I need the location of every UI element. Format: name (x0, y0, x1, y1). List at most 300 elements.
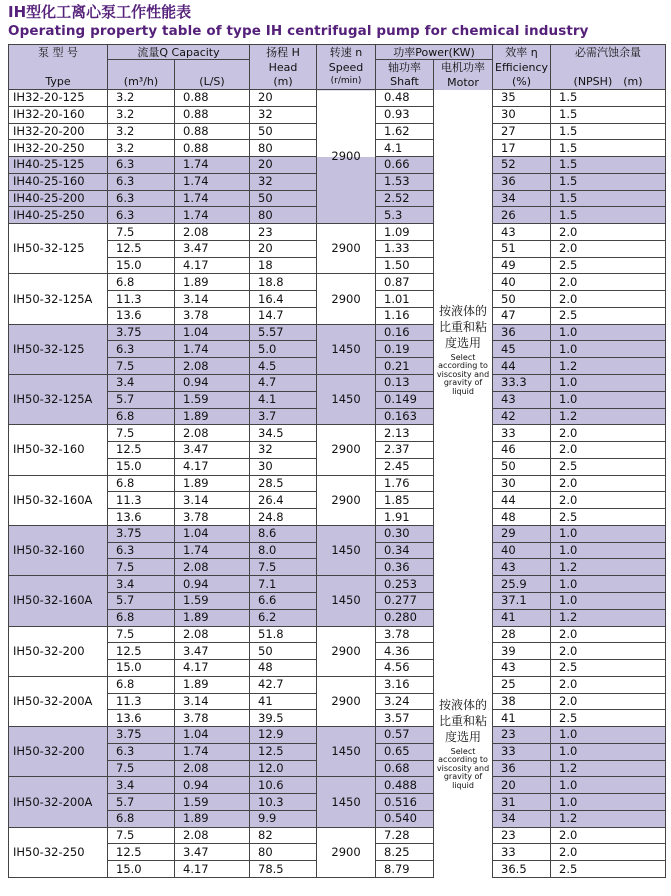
header-flow-unit2: (L/S) (175, 75, 250, 90)
capacity-ls-cell: 3.14 (175, 693, 250, 710)
capacity-m3h-cell: 5.7 (108, 391, 175, 408)
pump-type-cell: IH32-20-125 (9, 90, 108, 107)
table-row (9, 324, 666, 341)
npsh-cell: 2.0 (551, 240, 666, 257)
capacity-ls-cell: 3.78 (175, 509, 250, 526)
capacity-ls-cell: 2.08 (175, 425, 250, 442)
npsh-cell: 2.0 (551, 827, 666, 844)
efficiency-cell: 25.9 (493, 576, 551, 593)
head-cell: 42.7 (250, 676, 317, 693)
shaft-power-cell: 4.56 (376, 660, 434, 677)
capacity-m3h-cell: 12.5 (108, 844, 175, 861)
pump-type-cell: IH40-25-125 (9, 157, 108, 174)
efficiency-cell: 30 (493, 475, 551, 492)
capacity-ls-cell: 1.04 (175, 727, 250, 744)
capacity-m3h-cell: 6.8 (108, 408, 175, 425)
header-npsh-cn: 必需汽蚀余量 (551, 45, 666, 60)
motor-note-chinese: 按液体的比重和粘度选用 (439, 303, 488, 350)
head-cell: 50 (250, 123, 317, 140)
capacity-m3h-cell: 3.75 (108, 324, 175, 341)
capacity-m3h-cell: 3.75 (108, 727, 175, 744)
shaft-power-cell: 0.516 (376, 794, 434, 811)
pump-type-cell: IH40-25-250 (9, 207, 108, 224)
capacity-m3h-cell: 6.3 (108, 542, 175, 559)
npsh-cell: 2.0 (551, 425, 666, 442)
capacity-m3h-cell: 6.3 (108, 341, 175, 358)
capacity-ls-cell: 2.08 (175, 760, 250, 777)
table-row (9, 676, 666, 693)
efficiency-cell: 43 (493, 391, 551, 408)
capacity-ls-cell: 1.89 (175, 810, 250, 827)
capacity-ls-cell: 1.04 (175, 525, 250, 542)
npsh-cell: 2.5 (551, 307, 666, 324)
efficiency-cell: 48 (493, 509, 551, 526)
npsh-cell: 1.5 (551, 90, 666, 107)
capacity-m3h-cell: 5.7 (108, 794, 175, 811)
shaft-power-cell: 1.91 (376, 509, 434, 526)
npsh-cell: 1.2 (551, 559, 666, 576)
head-cell: 4.5 (250, 358, 317, 375)
table-row (9, 475, 666, 492)
speed-cell: 2900 (317, 224, 376, 274)
table-row (9, 777, 666, 794)
shaft-power-cell: 3.57 (376, 710, 434, 727)
header-speed-en: Speed (317, 60, 376, 75)
npsh-cell: 2.0 (551, 643, 666, 660)
head-cell: 48 (250, 660, 317, 677)
capacity-ls-cell: 2.08 (175, 224, 250, 241)
efficiency-cell: 43 (493, 559, 551, 576)
npsh-cell: 2.5 (551, 509, 666, 526)
head-cell: 39.5 (250, 710, 317, 727)
motor-power-note (434, 609, 493, 877)
table-row (9, 90, 666, 107)
capacity-m3h-cell: 3.75 (108, 525, 175, 542)
header-head-en: Head (250, 60, 317, 75)
efficiency-cell: 27 (493, 123, 551, 140)
capacity-ls-cell: 3.78 (175, 307, 250, 324)
efficiency-cell: 28 (493, 626, 551, 643)
npsh-cell: 2.0 (551, 693, 666, 710)
efficiency-cell: 31 (493, 794, 551, 811)
pump-type-cell: IH50-32-200A (9, 676, 108, 726)
pump-type-cell: IH32-20-160 (9, 106, 108, 123)
efficiency-cell: 20 (493, 777, 551, 794)
header-row-3 (9, 75, 666, 90)
speed-cell: 2900 (317, 274, 376, 324)
pump-type-cell: IH40-25-200 (9, 190, 108, 207)
shaft-power-cell: 2.37 (376, 442, 434, 459)
shaft-power-cell: 0.48 (376, 90, 434, 107)
efficiency-cell: 40 (493, 274, 551, 291)
pump-type-cell: IH50-32-125A (9, 375, 108, 425)
efficiency-cell: 41 (493, 609, 551, 626)
efficiency-cell: 41 (493, 710, 551, 727)
head-cell: 23 (250, 224, 317, 241)
pump-type-cell: IH50-32-200 (9, 727, 108, 777)
shaft-power-cell: 1.33 (376, 240, 434, 257)
capacity-ls-cell: 1.74 (175, 542, 250, 559)
pump-type-cell: IH50-32-160A (9, 475, 108, 525)
head-cell: 41 (250, 693, 317, 710)
head-cell: 32 (250, 442, 317, 459)
speed-cell: 2900 (317, 90, 376, 224)
efficiency-cell: 51 (493, 240, 551, 257)
npsh-cell: 2.0 (551, 475, 666, 492)
shaft-power-cell: 1.76 (376, 475, 434, 492)
capacity-ls-cell: 1.59 (175, 794, 250, 811)
capacity-m3h-cell: 12.5 (108, 643, 175, 660)
efficiency-cell: 36 (493, 324, 551, 341)
capacity-m3h-cell: 11.3 (108, 693, 175, 710)
shaft-power-cell: 0.540 (376, 810, 434, 827)
speed-cell: 1450 (317, 727, 376, 777)
shaft-power-cell: 0.13 (376, 375, 434, 392)
npsh-cell: 1.2 (551, 760, 666, 777)
shaft-power-cell: 4.1 (376, 140, 434, 157)
head-cell: 20 (250, 240, 317, 257)
npsh-cell: 2.0 (551, 291, 666, 308)
npsh-cell: 2.0 (551, 626, 666, 643)
capacity-ls-cell: 0.88 (175, 90, 250, 107)
motor-note-english: Select according to viscosity and gravity of liquid (436, 746, 490, 790)
efficiency-cell: 42 (493, 408, 551, 425)
shaft-power-cell: 5.3 (376, 207, 434, 224)
speed-cell: 1450 (317, 576, 376, 626)
shaft-power-cell: 0.21 (376, 358, 434, 375)
npsh-cell: 1.0 (551, 525, 666, 542)
npsh-cell: 1.0 (551, 341, 666, 358)
efficiency-cell: 38 (493, 693, 551, 710)
capacity-m3h-cell: 7.5 (108, 626, 175, 643)
header-efficiency-unit: (%) (493, 75, 551, 90)
efficiency-cell: 35 (493, 90, 551, 107)
table-row (9, 827, 666, 844)
capacity-m3h-cell: 6.8 (108, 810, 175, 827)
header-head-cn: 扬程 H (250, 45, 317, 60)
capacity-ls-cell: 0.88 (175, 106, 250, 123)
table-row (9, 576, 666, 593)
pump-type-cell: IH50-32-160 (9, 525, 108, 575)
npsh-cell: 2.0 (551, 676, 666, 693)
head-cell: 5.0 (250, 341, 317, 358)
efficiency-cell: 43 (493, 224, 551, 241)
header-head-unit: (m) (250, 75, 317, 90)
capacity-m3h-cell: 3.2 (108, 140, 175, 157)
head-cell: 5.57 (250, 324, 317, 341)
speed-cell: 1450 (317, 777, 376, 827)
npsh-cell: 2.0 (551, 224, 666, 241)
capacity-m3h-cell: 15.0 (108, 458, 175, 475)
capacity-ls-cell: 1.74 (175, 743, 250, 760)
npsh-cell: 2.5 (551, 257, 666, 274)
shaft-power-cell: 1.53 (376, 173, 434, 190)
header-speed-unit: (r/min) (317, 75, 376, 90)
capacity-ls-cell: 1.04 (175, 324, 250, 341)
capacity-m3h-cell: 7.5 (108, 358, 175, 375)
pump-type-cell: IH50-32-160A (9, 576, 108, 626)
capacity-ls-cell: 4.17 (175, 660, 250, 677)
capacity-ls-cell: 1.74 (175, 341, 250, 358)
head-cell: 34.5 (250, 425, 317, 442)
capacity-m3h-cell: 13.6 (108, 307, 175, 324)
head-cell: 7.1 (250, 576, 317, 593)
capacity-ls-cell: 3.14 (175, 291, 250, 308)
speed-cell: 2900 (317, 676, 376, 726)
pump-performance-table (8, 44, 666, 878)
efficiency-cell: 50 (493, 458, 551, 475)
shaft-power-cell: 1.16 (376, 307, 434, 324)
capacity-m3h-cell: 3.4 (108, 375, 175, 392)
capacity-m3h-cell: 7.5 (108, 425, 175, 442)
pump-type-cell: IH32-20-200 (9, 123, 108, 140)
capacity-ls-cell: 2.08 (175, 559, 250, 576)
header-type-cn: 泵 型 号 (9, 45, 108, 60)
shaft-power-cell: 1.09 (376, 224, 434, 241)
head-cell: 80 (250, 140, 317, 157)
capacity-ls-cell: 0.94 (175, 576, 250, 593)
capacity-ls-cell: 1.89 (175, 475, 250, 492)
header-row-1 (9, 45, 666, 60)
shaft-power-cell: 7.28 (376, 827, 434, 844)
shaft-power-cell: 0.93 (376, 106, 434, 123)
capacity-m3h-cell: 12.5 (108, 442, 175, 459)
table-row (9, 626, 666, 643)
efficiency-cell: 46 (493, 442, 551, 459)
npsh-cell: 2.5 (551, 458, 666, 475)
header-motor-cn: 电机功率 (434, 60, 493, 75)
capacity-ls-cell: 0.88 (175, 140, 250, 157)
table-row (9, 525, 666, 542)
capacity-m3h-cell: 6.3 (108, 157, 175, 174)
npsh-cell: 1.5 (551, 157, 666, 174)
npsh-cell: 2.5 (551, 660, 666, 677)
head-cell: 32 (250, 173, 317, 190)
head-cell: 3.7 (250, 408, 317, 425)
shaft-power-cell: 0.16 (376, 324, 434, 341)
capacity-m3h-cell: 7.5 (108, 827, 175, 844)
capacity-ls-cell: 3.47 (175, 844, 250, 861)
head-cell: 50 (250, 190, 317, 207)
shaft-power-cell: 1.62 (376, 123, 434, 140)
capacity-m3h-cell: 3.4 (108, 576, 175, 593)
header-efficiency-en: Efficiency (493, 60, 551, 75)
capacity-m3h-cell: 6.3 (108, 743, 175, 760)
capacity-ls-cell: 1.74 (175, 157, 250, 174)
shaft-power-cell: 0.36 (376, 559, 434, 576)
npsh-cell: 1.2 (551, 609, 666, 626)
speed-cell: 1450 (317, 525, 376, 575)
head-cell: 4.7 (250, 375, 317, 392)
efficiency-cell: 25 (493, 676, 551, 693)
shaft-power-cell: 0.57 (376, 727, 434, 744)
shaft-power-cell: 0.488 (376, 777, 434, 794)
efficiency-cell: 39 (493, 643, 551, 660)
header-flow-unit1: (m³/h) (108, 75, 175, 90)
head-cell: 8.6 (250, 525, 317, 542)
npsh-cell: 2.0 (551, 442, 666, 459)
head-cell: 20 (250, 157, 317, 174)
head-cell: 18 (250, 257, 317, 274)
capacity-ls-cell: 2.08 (175, 358, 250, 375)
capacity-m3h-cell: 12.5 (108, 240, 175, 257)
pump-type-cell: IH50-32-125 (9, 224, 108, 274)
capacity-ls-cell: 3.47 (175, 442, 250, 459)
npsh-cell: 1.0 (551, 727, 666, 744)
pump-type-cell: IH40-25-160 (9, 173, 108, 190)
head-cell: 12.9 (250, 727, 317, 744)
efficiency-cell: 33 (493, 743, 551, 760)
capacity-ls-cell: 0.88 (175, 123, 250, 140)
shaft-power-cell: 0.163 (376, 408, 434, 425)
capacity-m3h-cell: 7.5 (108, 760, 175, 777)
capacity-m3h-cell: 11.3 (108, 492, 175, 509)
head-cell: 80 (250, 844, 317, 861)
capacity-ls-cell: 3.14 (175, 492, 250, 509)
head-cell: 8.0 (250, 542, 317, 559)
speed-cell: 2900 (317, 827, 376, 877)
efficiency-cell: 52 (493, 157, 551, 174)
capacity-ls-cell: 1.89 (175, 274, 250, 291)
capacity-m3h-cell: 6.8 (108, 475, 175, 492)
npsh-cell: 1.0 (551, 391, 666, 408)
capacity-ls-cell: 4.17 (175, 458, 250, 475)
efficiency-cell: 44 (493, 492, 551, 509)
shaft-power-cell: 0.277 (376, 592, 434, 609)
head-cell: 20 (250, 90, 317, 107)
shaft-power-cell: 2.52 (376, 190, 434, 207)
capacity-ls-cell: 1.89 (175, 609, 250, 626)
table-body (9, 45, 666, 878)
pump-type-cell: IH50-32-200 (9, 626, 108, 676)
head-cell: 82 (250, 827, 317, 844)
shaft-power-cell: 2.13 (376, 425, 434, 442)
speed-cell: 1450 (317, 375, 376, 425)
capacity-ls-cell: 2.08 (175, 626, 250, 643)
capacity-m3h-cell: 6.8 (108, 274, 175, 291)
header-speed-cn: 转速 n (317, 45, 376, 60)
head-cell: 9.9 (250, 810, 317, 827)
capacity-ls-cell: 4.17 (175, 257, 250, 274)
efficiency-cell: 23 (493, 827, 551, 844)
npsh-cell: 1.5 (551, 173, 666, 190)
shaft-power-cell: 0.30 (376, 525, 434, 542)
npsh-cell: 2.0 (551, 844, 666, 861)
header-flow-unit1-spacer (108, 60, 175, 75)
shaft-power-cell: 0.66 (376, 157, 434, 174)
head-cell: 12.5 (250, 743, 317, 760)
head-cell: 4.1 (250, 391, 317, 408)
shaft-power-cell: 1.01 (376, 291, 434, 308)
shaft-power-cell: 2.45 (376, 458, 434, 475)
npsh-cell: 1.0 (551, 743, 666, 760)
npsh-cell: 2.0 (551, 274, 666, 291)
speed-cell: 2900 (317, 626, 376, 676)
npsh-cell: 2.5 (551, 861, 666, 878)
capacity-ls-cell: 3.78 (175, 710, 250, 727)
npsh-cell: 1.2 (551, 810, 666, 827)
capacity-m3h-cell: 11.3 (108, 291, 175, 308)
capacity-ls-cell: 1.74 (175, 173, 250, 190)
capacity-m3h-cell: 3.4 (108, 777, 175, 794)
capacity-m3h-cell: 6.3 (108, 207, 175, 224)
header-flow: 流量Q Capacity (108, 45, 250, 60)
capacity-m3h-cell: 15.0 (108, 660, 175, 677)
head-cell: 28.5 (250, 475, 317, 492)
npsh-cell: 1.0 (551, 542, 666, 559)
efficiency-cell: 33 (493, 425, 551, 442)
capacity-m3h-cell: 7.5 (108, 224, 175, 241)
capacity-ls-cell: 0.94 (175, 375, 250, 392)
capacity-m3h-cell: 13.6 (108, 710, 175, 727)
header-shaft-cn: 轴功率 (376, 60, 434, 75)
shaft-power-cell: 4.36 (376, 643, 434, 660)
capacity-ls-cell: 1.59 (175, 391, 250, 408)
capacity-ls-cell: 1.89 (175, 676, 250, 693)
efficiency-cell: 30 (493, 106, 551, 123)
header-npsh-unit: (NPSH) (m) (551, 75, 666, 90)
npsh-cell: 1.2 (551, 358, 666, 375)
shaft-power-cell: 8.79 (376, 861, 434, 878)
capacity-m3h-cell: 6.3 (108, 173, 175, 190)
efficiency-cell: 26 (493, 207, 551, 224)
pump-type-cell: IH50-32-250 (9, 827, 108, 877)
head-cell: 80 (250, 207, 317, 224)
npsh-cell: 2.0 (551, 492, 666, 509)
capacity-ls-cell: 1.74 (175, 190, 250, 207)
efficiency-cell: 50 (493, 291, 551, 308)
npsh-cell: 1.0 (551, 777, 666, 794)
capacity-ls-cell: 1.74 (175, 207, 250, 224)
head-cell: 51.8 (250, 626, 317, 643)
shaft-power-cell: 3.24 (376, 693, 434, 710)
header-power: 功率Power(KW) (376, 45, 493, 60)
pump-type-cell: IH32-20-250 (9, 140, 108, 157)
header-shaft-en: Shaft (376, 75, 434, 90)
pump-type-cell: IH50-32-160 (9, 425, 108, 475)
capacity-ls-cell: 1.59 (175, 592, 250, 609)
capacity-m3h-cell: 13.6 (108, 509, 175, 526)
head-cell: 10.6 (250, 777, 317, 794)
efficiency-cell: 36.5 (493, 861, 551, 878)
header-type-en: Type (9, 75, 108, 90)
shaft-power-cell: 0.19 (376, 341, 434, 358)
shaft-power-cell: 1.50 (376, 257, 434, 274)
efficiency-cell: 29 (493, 525, 551, 542)
capacity-m3h-cell: 15.0 (108, 861, 175, 878)
npsh-cell: 1.0 (551, 375, 666, 392)
capacity-ls-cell: 3.47 (175, 643, 250, 660)
shaft-power-cell: 3.16 (376, 676, 434, 693)
pump-type-cell: IH50-32-125A (9, 274, 108, 324)
npsh-cell: 1.0 (551, 794, 666, 811)
head-cell: 12.0 (250, 760, 317, 777)
capacity-m3h-cell: 5.7 (108, 592, 175, 609)
head-cell: 32 (250, 106, 317, 123)
table-row (9, 425, 666, 442)
shaft-power-cell: 0.87 (376, 274, 434, 291)
npsh-cell: 1.5 (551, 123, 666, 140)
efficiency-cell: 17 (493, 140, 551, 157)
efficiency-cell: 36 (493, 760, 551, 777)
npsh-cell: 1.0 (551, 576, 666, 593)
head-cell: 6.2 (250, 609, 317, 626)
capacity-m3h-cell: 6.8 (108, 609, 175, 626)
efficiency-cell: 33.3 (493, 375, 551, 392)
head-cell: 7.5 (250, 559, 317, 576)
head-cell: 24.8 (250, 509, 317, 526)
capacity-ls-cell: 1.89 (175, 408, 250, 425)
